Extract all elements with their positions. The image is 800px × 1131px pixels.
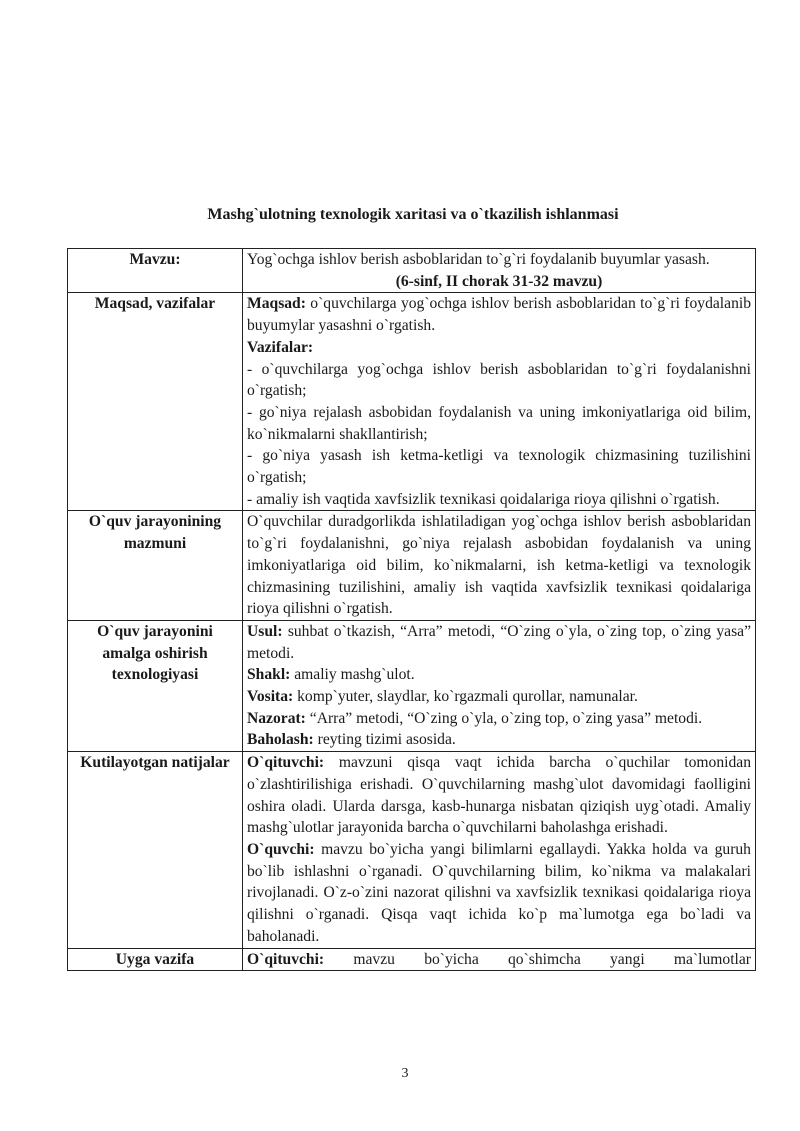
row-label-mavzu: Mavzu: <box>68 249 243 293</box>
table-row <box>68 752 756 948</box>
task-item: - go`niya yasash ish ketma-ketligi va texnologik chizmasining tuzilishini o`rgatish; <box>247 447 751 487</box>
form-label: Shakl: <box>247 666 291 684</box>
goal-paragraph <box>247 293 751 336</box>
row-content-mazmun: O`quvchilar duradgorlikda ishlatiladigan yog`ochga ishlov berish asboblaridan to`g`ri foydalanishni, go`niya rejalash asbobidan foydalanish va uning imkoniyatlariga oid bilim, ko`nikmalarni, ish ketma-ketligi va texnologik chizmasining tuzilishini, amaliy ish vaqtida xavfsizlik texnikasi qoidalariga rioya qilishni o`rgatish. <box>243 511 756 621</box>
control-text: “Arra” metodi, “O`zing o`yla, o`zing top, o`zing yasa” metodi. <box>309 709 703 727</box>
homework-teacher-label: O`qituvchi: <box>247 950 325 968</box>
method-label: Usul: <box>247 622 283 640</box>
teacher-label: O`qituvchi: <box>247 754 325 772</box>
row-label-maqsad: Maqsad, vazifalar <box>68 293 243 511</box>
page-number: 3 <box>401 1066 409 1081</box>
task-item: - o`quvchilarga yog`ochga ishlov berish asboblaridan to`g`ri foydalanishni o`rgatish; <box>247 360 751 400</box>
control-paragraph <box>247 708 751 730</box>
table-row <box>68 511 756 621</box>
row-label-natijalar: Kutilayotgan natijalar <box>68 752 243 948</box>
method-paragraph <box>247 621 751 664</box>
document-title: Mashg`ulotning texnologik xaritasi va o`tkazilish ishlanmasi <box>207 206 619 223</box>
means-label: Vosita: <box>247 688 294 706</box>
means-text: komp`yuter, slaydlar, ko`rgazmali qurollar, namunalar. <box>297 688 638 706</box>
task-item: - amaliy ish vaqtida xavfsizlik texnikasi qoidalariga rioya qilishni o`rgatish. <box>247 490 720 508</box>
assessment-label: Baholash: <box>247 731 314 749</box>
row-content-texnologiya <box>243 620 756 751</box>
form-text: amaliy mashg`ulot. <box>294 666 415 684</box>
student-outcome-paragraph <box>247 839 751 948</box>
form-paragraph <box>247 664 751 686</box>
control-label: Nazorat: <box>247 709 306 727</box>
goal-label: Maqsad: <box>247 295 306 313</box>
topic-text: Yog`ochga ishlov berish asboblaridan to`g`ri foydalanib buyumlar yasash. <box>247 251 710 268</box>
row-content-natijalar <box>243 752 756 948</box>
row-label-mazmun: O`quv jarayonining mazmuni <box>68 511 243 621</box>
row-label-texnologiya: O`quv jarayonini amalga oshirish texnologiyasi <box>68 620 243 751</box>
table-row <box>68 249 756 293</box>
homework-text: mavzu bo`yicha qo`shimcha yangi ma`lumotlar <box>353 950 751 968</box>
teacher-outcome-paragraph <box>247 752 751 839</box>
topic-subtitle: (6-sinf, II chorak 31-32 mavzu) <box>395 272 603 290</box>
assessment-text: reyting tizimi asosida. <box>317 731 456 749</box>
method-text: suhbat o`tkazish, “Arra” metodi, “O`zing o`yla, o`zing top, o`zing yasa” metodi. <box>247 622 751 662</box>
assessment-paragraph <box>247 729 751 751</box>
row-content-mavzu <box>243 249 756 293</box>
means-paragraph <box>247 686 751 708</box>
student-outcome-text: mavzu bo`yicha yangi bilimlarni egallaydi. Yakka holda va guruh bo`lib ishlashni o`rganadi. O`quvchilarning bilim, ko`nikma va malakalari rivojlanadi. O`z-o`zini nazorat qilishni va xavfsizlik texnikasi qoidalariga rioya qilishni o`rganadi. Qisqa vaqt ichida ko`p ma`lumotga ega bo`ladi va baholanadi. <box>247 840 751 945</box>
table-row <box>68 620 756 751</box>
student-label: O`quvchi: <box>247 840 315 858</box>
row-content-maqsad <box>243 293 756 511</box>
task-item: - go`niya rejalash asbobidan foydalanish va uning imkoniyatlariga oid bilim, ko`nikmalarni shakllantirish; <box>247 403 751 443</box>
teacher-outcome-text: mavzuni qisqa vaqt ichida barcha o`quchilar tomonidan o`zlashtirilishiga erishadi. O`quvchilarning mashg`ulot davomidagi faolligini oshira oladi. Ularda darsga, kasb-hunarga nisbatan qiziqish uyg`otadi. Amaliy mashg`ulotlar jarayonida barcha o`quvchilarni baholashga erishadi. <box>247 754 751 837</box>
table-row <box>68 293 756 511</box>
lesson-plan-table <box>67 248 756 971</box>
goal-text: o`quvchilarga yog`ochga ishlov berish asboblaridan to`g`ri foydalanib buyumylar yasashni o`rgatish. <box>247 295 751 335</box>
table-row <box>68 948 756 971</box>
row-label-uyga: Uyga vazifa <box>68 948 243 971</box>
row-content-uyga <box>243 948 756 971</box>
tasks-label: Vazifalar: <box>247 338 314 356</box>
